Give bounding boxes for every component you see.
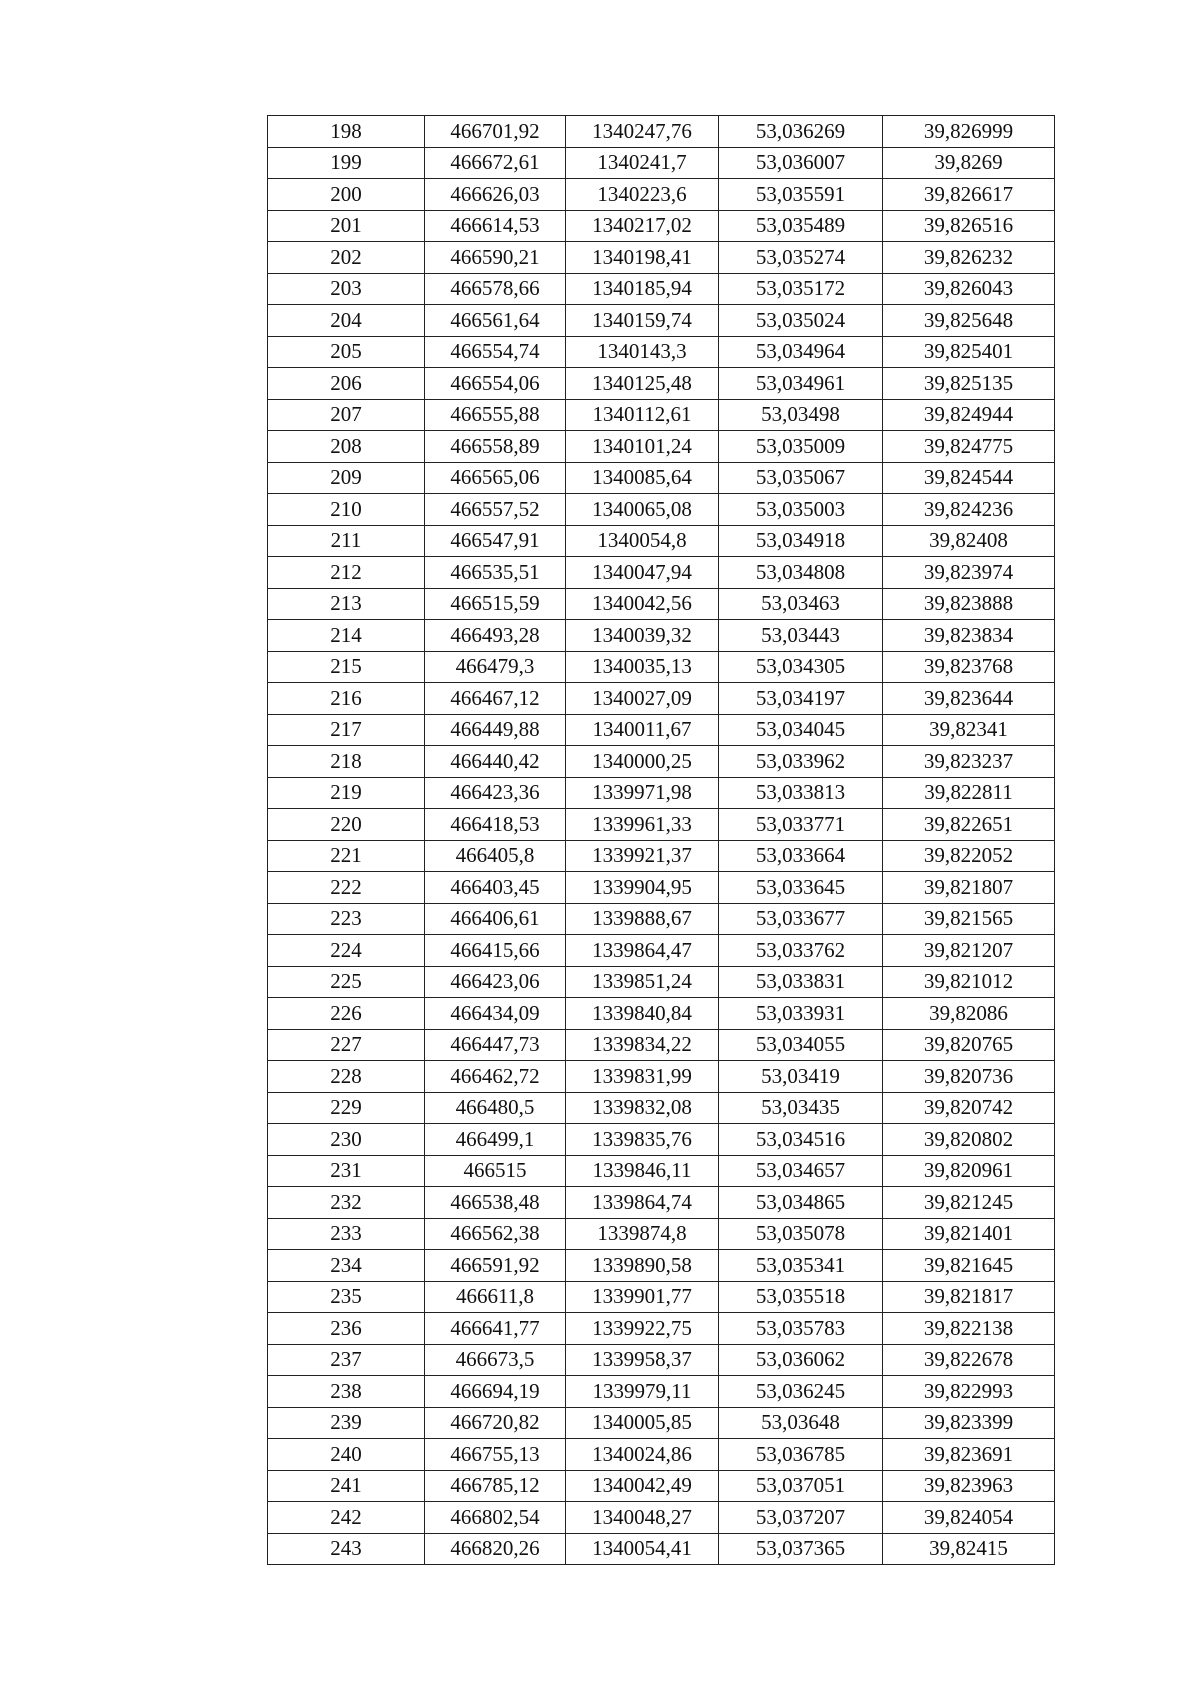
- latitude-cell: 53,033771: [719, 809, 883, 841]
- x-coordinate-cell: 466565,06: [425, 462, 566, 494]
- x-coordinate-cell: 466499,1: [425, 1124, 566, 1156]
- latitude-cell: 53,035078: [719, 1218, 883, 1250]
- x-coordinate-cell: 466406,61: [425, 903, 566, 935]
- y-coordinate-cell: 1340112,61: [566, 399, 719, 431]
- latitude-cell: 53,035783: [719, 1313, 883, 1345]
- point-number-cell: 219: [268, 777, 425, 809]
- y-coordinate-cell: 1340024,86: [566, 1439, 719, 1471]
- y-coordinate-cell: 1339832,08: [566, 1092, 719, 1124]
- x-coordinate-cell: 466555,88: [425, 399, 566, 431]
- x-coordinate-cell: 466626,03: [425, 179, 566, 211]
- y-coordinate-cell: 1340039,32: [566, 620, 719, 652]
- point-number-cell: 225: [268, 966, 425, 998]
- latitude-cell: 53,033762: [719, 935, 883, 967]
- point-number-cell: 205: [268, 336, 425, 368]
- y-coordinate-cell: 1339901,77: [566, 1281, 719, 1313]
- longitude-cell: 39,825401: [883, 336, 1055, 368]
- table-row: [268, 1218, 1055, 1250]
- table-row: [268, 1250, 1055, 1282]
- table-row: [268, 1470, 1055, 1502]
- y-coordinate-cell: 1340101,24: [566, 431, 719, 463]
- table-row: [268, 746, 1055, 778]
- longitude-cell: 39,821565: [883, 903, 1055, 935]
- point-number-cell: 224: [268, 935, 425, 967]
- table-row: [268, 494, 1055, 526]
- point-number-cell: 236: [268, 1313, 425, 1345]
- latitude-cell: 53,03419: [719, 1061, 883, 1093]
- y-coordinate-cell: 1340247,76: [566, 116, 719, 148]
- longitude-cell: 39,826043: [883, 273, 1055, 305]
- point-number-cell: 213: [268, 588, 425, 620]
- point-number-cell: 237: [268, 1344, 425, 1376]
- latitude-cell: 53,036245: [719, 1376, 883, 1408]
- point-number-cell: 217: [268, 714, 425, 746]
- table-row: [268, 1502, 1055, 1534]
- latitude-cell: 53,034055: [719, 1029, 883, 1061]
- point-number-cell: 220: [268, 809, 425, 841]
- y-coordinate-cell: 1340159,74: [566, 305, 719, 337]
- longitude-cell: 39,82086: [883, 998, 1055, 1030]
- latitude-cell: 53,034808: [719, 557, 883, 589]
- longitude-cell: 39,822138: [883, 1313, 1055, 1345]
- longitude-cell: 39,820765: [883, 1029, 1055, 1061]
- x-coordinate-cell: 466557,52: [425, 494, 566, 526]
- latitude-cell: 53,036785: [719, 1439, 883, 1471]
- longitude-cell: 39,820742: [883, 1092, 1055, 1124]
- latitude-cell: 53,037365: [719, 1533, 883, 1565]
- longitude-cell: 39,823888: [883, 588, 1055, 620]
- y-coordinate-cell: 1339961,33: [566, 809, 719, 841]
- longitude-cell: 39,825135: [883, 368, 1055, 400]
- longitude-cell: 39,823963: [883, 1470, 1055, 1502]
- longitude-cell: 39,824944: [883, 399, 1055, 431]
- latitude-cell: 53,034961: [719, 368, 883, 400]
- longitude-cell: 39,821207: [883, 935, 1055, 967]
- coordinates-table-body: [268, 116, 1055, 1565]
- x-coordinate-cell: 466701,92: [425, 116, 566, 148]
- latitude-cell: 53,033831: [719, 966, 883, 998]
- latitude-cell: 53,034045: [719, 714, 883, 746]
- x-coordinate-cell: 466820,26: [425, 1533, 566, 1565]
- y-coordinate-cell: 1340054,8: [566, 525, 719, 557]
- table-row: [268, 368, 1055, 400]
- table-row: [268, 651, 1055, 683]
- y-coordinate-cell: 1339958,37: [566, 1344, 719, 1376]
- point-number-cell: 203: [268, 273, 425, 305]
- latitude-cell: 53,036062: [719, 1344, 883, 1376]
- x-coordinate-cell: 466590,21: [425, 242, 566, 274]
- table-row: [268, 1281, 1055, 1313]
- point-number-cell: 202: [268, 242, 425, 274]
- point-number-cell: 215: [268, 651, 425, 683]
- latitude-cell: 53,035009: [719, 431, 883, 463]
- x-coordinate-cell: 466578,66: [425, 273, 566, 305]
- y-coordinate-cell: 1340143,3: [566, 336, 719, 368]
- point-number-cell: 238: [268, 1376, 425, 1408]
- longitude-cell: 39,82415: [883, 1533, 1055, 1565]
- y-coordinate-cell: 1340185,94: [566, 273, 719, 305]
- y-coordinate-cell: 1340054,41: [566, 1533, 719, 1565]
- table-row: [268, 872, 1055, 904]
- x-coordinate-cell: 466434,09: [425, 998, 566, 1030]
- point-number-cell: 210: [268, 494, 425, 526]
- y-coordinate-cell: 1339922,75: [566, 1313, 719, 1345]
- y-coordinate-cell: 1339846,11: [566, 1155, 719, 1187]
- y-coordinate-cell: 1340223,6: [566, 179, 719, 211]
- point-number-cell: 227: [268, 1029, 425, 1061]
- y-coordinate-cell: 1339890,58: [566, 1250, 719, 1282]
- latitude-cell: 53,03498: [719, 399, 883, 431]
- x-coordinate-cell: 466403,45: [425, 872, 566, 904]
- table-row: [268, 998, 1055, 1030]
- x-coordinate-cell: 466672,61: [425, 147, 566, 179]
- longitude-cell: 39,824236: [883, 494, 1055, 526]
- table-row: [268, 1124, 1055, 1156]
- y-coordinate-cell: 1340035,13: [566, 651, 719, 683]
- longitude-cell: 39,826516: [883, 210, 1055, 242]
- y-coordinate-cell: 1339904,95: [566, 872, 719, 904]
- table-row: [268, 242, 1055, 274]
- point-number-cell: 229: [268, 1092, 425, 1124]
- point-number-cell: 209: [268, 462, 425, 494]
- point-number-cell: 228: [268, 1061, 425, 1093]
- longitude-cell: 39,82341: [883, 714, 1055, 746]
- latitude-cell: 53,03463: [719, 588, 883, 620]
- point-number-cell: 230: [268, 1124, 425, 1156]
- x-coordinate-cell: 466547,91: [425, 525, 566, 557]
- point-number-cell: 241: [268, 1470, 425, 1502]
- y-coordinate-cell: 1340198,41: [566, 242, 719, 274]
- coordinates-table: [267, 115, 1055, 1565]
- latitude-cell: 53,035518: [719, 1281, 883, 1313]
- table-row: [268, 462, 1055, 494]
- x-coordinate-cell: 466561,64: [425, 305, 566, 337]
- y-coordinate-cell: 1339874,8: [566, 1218, 719, 1250]
- table-row: [268, 116, 1055, 148]
- table-row: [268, 1313, 1055, 1345]
- table-row: [268, 966, 1055, 998]
- table-row: [268, 620, 1055, 652]
- latitude-cell: 53,034657: [719, 1155, 883, 1187]
- latitude-cell: 53,036007: [719, 147, 883, 179]
- latitude-cell: 53,034918: [719, 525, 883, 557]
- y-coordinate-cell: 1340241,7: [566, 147, 719, 179]
- table-row: [268, 683, 1055, 715]
- y-coordinate-cell: 1340125,48: [566, 368, 719, 400]
- y-coordinate-cell: 1340011,67: [566, 714, 719, 746]
- y-coordinate-cell: 1339864,47: [566, 935, 719, 967]
- point-number-cell: 234: [268, 1250, 425, 1282]
- x-coordinate-cell: 466694,19: [425, 1376, 566, 1408]
- latitude-cell: 53,033813: [719, 777, 883, 809]
- x-coordinate-cell: 466449,88: [425, 714, 566, 746]
- longitude-cell: 39,820736: [883, 1061, 1055, 1093]
- longitude-cell: 39,822993: [883, 1376, 1055, 1408]
- point-number-cell: 211: [268, 525, 425, 557]
- y-coordinate-cell: 1339835,76: [566, 1124, 719, 1156]
- y-coordinate-cell: 1340042,56: [566, 588, 719, 620]
- latitude-cell: 53,033962: [719, 746, 883, 778]
- table-row: [268, 525, 1055, 557]
- longitude-cell: 39,8269: [883, 147, 1055, 179]
- longitude-cell: 39,821401: [883, 1218, 1055, 1250]
- point-number-cell: 221: [268, 840, 425, 872]
- latitude-cell: 53,033677: [719, 903, 883, 935]
- x-coordinate-cell: 466802,54: [425, 1502, 566, 1534]
- y-coordinate-cell: 1340027,09: [566, 683, 719, 715]
- table-row: [268, 809, 1055, 841]
- point-number-cell: 208: [268, 431, 425, 463]
- latitude-cell: 53,036269: [719, 116, 883, 148]
- point-number-cell: 198: [268, 116, 425, 148]
- longitude-cell: 39,826617: [883, 179, 1055, 211]
- table-row: [268, 903, 1055, 935]
- table-row: [268, 179, 1055, 211]
- latitude-cell: 53,033645: [719, 872, 883, 904]
- latitude-cell: 53,03443: [719, 620, 883, 652]
- point-number-cell: 216: [268, 683, 425, 715]
- x-coordinate-cell: 466440,42: [425, 746, 566, 778]
- point-number-cell: 242: [268, 1502, 425, 1534]
- table-row: [268, 1344, 1055, 1376]
- latitude-cell: 53,037207: [719, 1502, 883, 1534]
- table-row: [268, 1376, 1055, 1408]
- table-row: [268, 210, 1055, 242]
- latitude-cell: 53,034305: [719, 651, 883, 683]
- longitude-cell: 39,820961: [883, 1155, 1055, 1187]
- table-row: [268, 935, 1055, 967]
- longitude-cell: 39,823768: [883, 651, 1055, 683]
- latitude-cell: 53,035489: [719, 210, 883, 242]
- latitude-cell: 53,033664: [719, 840, 883, 872]
- latitude-cell: 53,034865: [719, 1187, 883, 1219]
- point-number-cell: 226: [268, 998, 425, 1030]
- latitude-cell: 53,03435: [719, 1092, 883, 1124]
- y-coordinate-cell: 1340000,25: [566, 746, 719, 778]
- table-row: [268, 147, 1055, 179]
- y-coordinate-cell: 1340005,85: [566, 1407, 719, 1439]
- longitude-cell: 39,822052: [883, 840, 1055, 872]
- y-coordinate-cell: 1339851,24: [566, 966, 719, 998]
- y-coordinate-cell: 1340065,08: [566, 494, 719, 526]
- x-coordinate-cell: 466641,77: [425, 1313, 566, 1345]
- x-coordinate-cell: 466614,53: [425, 210, 566, 242]
- table-row: [268, 336, 1055, 368]
- table-row: [268, 305, 1055, 337]
- x-coordinate-cell: 466423,36: [425, 777, 566, 809]
- x-coordinate-cell: 466479,3: [425, 651, 566, 683]
- x-coordinate-cell: 466538,48: [425, 1187, 566, 1219]
- table-row: [268, 840, 1055, 872]
- table-row: [268, 714, 1055, 746]
- x-coordinate-cell: 466462,72: [425, 1061, 566, 1093]
- point-number-cell: 218: [268, 746, 425, 778]
- x-coordinate-cell: 466515,59: [425, 588, 566, 620]
- latitude-cell: 53,034964: [719, 336, 883, 368]
- point-number-cell: 243: [268, 1533, 425, 1565]
- x-coordinate-cell: 466673,5: [425, 1344, 566, 1376]
- y-coordinate-cell: 1340085,64: [566, 462, 719, 494]
- longitude-cell: 39,821645: [883, 1250, 1055, 1282]
- longitude-cell: 39,821012: [883, 966, 1055, 998]
- y-coordinate-cell: 1339864,74: [566, 1187, 719, 1219]
- table-row: [268, 1187, 1055, 1219]
- y-coordinate-cell: 1340048,27: [566, 1502, 719, 1534]
- y-coordinate-cell: 1340217,02: [566, 210, 719, 242]
- x-coordinate-cell: 466562,38: [425, 1218, 566, 1250]
- point-number-cell: 222: [268, 872, 425, 904]
- x-coordinate-cell: 466535,51: [425, 557, 566, 589]
- y-coordinate-cell: 1339888,67: [566, 903, 719, 935]
- table-row: [268, 588, 1055, 620]
- table-row: [268, 1029, 1055, 1061]
- longitude-cell: 39,826232: [883, 242, 1055, 274]
- point-number-cell: 199: [268, 147, 425, 179]
- latitude-cell: 53,035024: [719, 305, 883, 337]
- point-number-cell: 231: [268, 1155, 425, 1187]
- x-coordinate-cell: 466423,06: [425, 966, 566, 998]
- x-coordinate-cell: 466447,73: [425, 1029, 566, 1061]
- latitude-cell: 53,034197: [719, 683, 883, 715]
- x-coordinate-cell: 466554,74: [425, 336, 566, 368]
- latitude-cell: 53,035341: [719, 1250, 883, 1282]
- x-coordinate-cell: 466554,06: [425, 368, 566, 400]
- table-row: [268, 1061, 1055, 1093]
- point-number-cell: 204: [268, 305, 425, 337]
- longitude-cell: 39,826999: [883, 116, 1055, 148]
- latitude-cell: 53,035172: [719, 273, 883, 305]
- x-coordinate-cell: 466591,92: [425, 1250, 566, 1282]
- table-row: [268, 1407, 1055, 1439]
- point-number-cell: 240: [268, 1439, 425, 1471]
- table-row: [268, 1439, 1055, 1471]
- longitude-cell: 39,824054: [883, 1502, 1055, 1534]
- point-number-cell: 206: [268, 368, 425, 400]
- table-row: [268, 273, 1055, 305]
- point-number-cell: 212: [268, 557, 425, 589]
- y-coordinate-cell: 1339979,11: [566, 1376, 719, 1408]
- x-coordinate-cell: 466755,13: [425, 1439, 566, 1471]
- longitude-cell: 39,821807: [883, 872, 1055, 904]
- latitude-cell: 53,035591: [719, 179, 883, 211]
- y-coordinate-cell: 1340047,94: [566, 557, 719, 589]
- longitude-cell: 39,823691: [883, 1439, 1055, 1471]
- longitude-cell: 39,821245: [883, 1187, 1055, 1219]
- longitude-cell: 39,823974: [883, 557, 1055, 589]
- y-coordinate-cell: 1339921,37: [566, 840, 719, 872]
- x-coordinate-cell: 466785,12: [425, 1470, 566, 1502]
- x-coordinate-cell: 466720,82: [425, 1407, 566, 1439]
- longitude-cell: 39,823834: [883, 620, 1055, 652]
- latitude-cell: 53,033931: [719, 998, 883, 1030]
- longitude-cell: 39,823237: [883, 746, 1055, 778]
- table-row: [268, 431, 1055, 463]
- point-number-cell: 239: [268, 1407, 425, 1439]
- y-coordinate-cell: 1339840,84: [566, 998, 719, 1030]
- y-coordinate-cell: 1339831,99: [566, 1061, 719, 1093]
- point-number-cell: 200: [268, 179, 425, 211]
- table-row: [268, 1155, 1055, 1187]
- table-row: [268, 1533, 1055, 1565]
- x-coordinate-cell: 466515: [425, 1155, 566, 1187]
- longitude-cell: 39,825648: [883, 305, 1055, 337]
- longitude-cell: 39,824544: [883, 462, 1055, 494]
- latitude-cell: 53,034516: [719, 1124, 883, 1156]
- latitude-cell: 53,035274: [719, 242, 883, 274]
- x-coordinate-cell: 466480,5: [425, 1092, 566, 1124]
- table-row: [268, 399, 1055, 431]
- latitude-cell: 53,035067: [719, 462, 883, 494]
- y-coordinate-cell: 1339971,98: [566, 777, 719, 809]
- x-coordinate-cell: 466415,66: [425, 935, 566, 967]
- longitude-cell: 39,820802: [883, 1124, 1055, 1156]
- point-number-cell: 201: [268, 210, 425, 242]
- longitude-cell: 39,824775: [883, 431, 1055, 463]
- latitude-cell: 53,037051: [719, 1470, 883, 1502]
- x-coordinate-cell: 466418,53: [425, 809, 566, 841]
- longitude-cell: 39,823399: [883, 1407, 1055, 1439]
- point-number-cell: 235: [268, 1281, 425, 1313]
- y-coordinate-cell: 1340042,49: [566, 1470, 719, 1502]
- table-row: [268, 557, 1055, 589]
- point-number-cell: 207: [268, 399, 425, 431]
- point-number-cell: 223: [268, 903, 425, 935]
- table-row: [268, 777, 1055, 809]
- longitude-cell: 39,822651: [883, 809, 1055, 841]
- table-row: [268, 1092, 1055, 1124]
- x-coordinate-cell: 466493,28: [425, 620, 566, 652]
- latitude-cell: 53,03648: [719, 1407, 883, 1439]
- x-coordinate-cell: 466558,89: [425, 431, 566, 463]
- longitude-cell: 39,822678: [883, 1344, 1055, 1376]
- longitude-cell: 39,82408: [883, 525, 1055, 557]
- longitude-cell: 39,823644: [883, 683, 1055, 715]
- latitude-cell: 53,035003: [719, 494, 883, 526]
- x-coordinate-cell: 466611,8: [425, 1281, 566, 1313]
- point-number-cell: 232: [268, 1187, 425, 1219]
- x-coordinate-cell: 466405,8: [425, 840, 566, 872]
- y-coordinate-cell: 1339834,22: [566, 1029, 719, 1061]
- point-number-cell: 233: [268, 1218, 425, 1250]
- x-coordinate-cell: 466467,12: [425, 683, 566, 715]
- longitude-cell: 39,822811: [883, 777, 1055, 809]
- point-number-cell: 214: [268, 620, 425, 652]
- longitude-cell: 39,821817: [883, 1281, 1055, 1313]
